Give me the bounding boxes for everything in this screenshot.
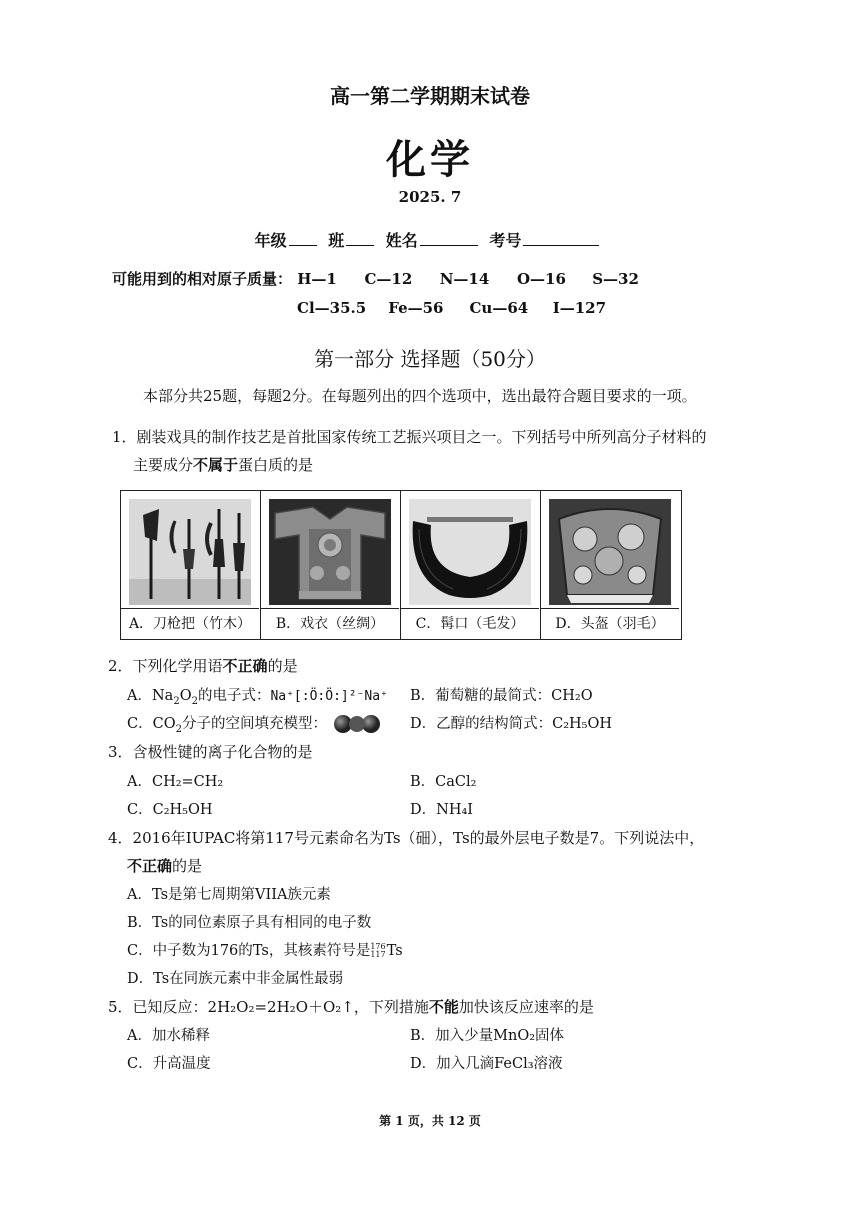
mass-n: N—14: [439, 270, 490, 288]
q2-a-sub: 2: [173, 695, 180, 707]
q5-option-d[interactable]: D．加入几滴FeCl₃溶液: [410, 1056, 563, 1072]
q2-stem-text: 2．下列化学用语: [108, 657, 223, 675]
exam-date: 2025. 7: [398, 188, 462, 206]
atomic-mass-line-1: [112, 268, 639, 289]
mass-c: C—12: [364, 270, 413, 288]
q3-option-c[interactable]: C．C₂H₅OH: [127, 802, 213, 818]
q2-emphasis: 不正确: [222, 657, 268, 675]
id-blank[interactable]: [523, 231, 599, 246]
q1-image-table: [120, 490, 682, 640]
q3-stem: 3．含极性键的离子化合物的是: [108, 743, 313, 761]
class-blank[interactable]: [346, 231, 374, 246]
grade-label: 年级: [254, 231, 287, 250]
q5-option-a[interactable]: A．加水稀释: [127, 1028, 210, 1044]
q4-c-text: C．中子数为176的Ts，其核素符号是: [127, 943, 371, 959]
mass-cl: Cl—35.5: [297, 299, 367, 317]
q5-stem-text: 5．已知反应：2H₂O₂=2H₂O＋O₂↑，下列措施: [108, 998, 429, 1016]
q2-c-text: C．CO: [127, 716, 176, 732]
q2-option-d[interactable]: D．乙醇的结构简式：C₂H₅OH: [410, 716, 613, 732]
id-label: 考号: [489, 231, 522, 250]
nuclide-symbol: Ts: [386, 943, 403, 959]
grade-blank[interactable]: [289, 231, 317, 246]
q3-option-b[interactable]: B．CaCl₂: [410, 774, 477, 790]
electron-formula: Na⁺[:Ö:Ö:]²⁻Na⁺: [270, 689, 388, 704]
q5-option-b[interactable]: B．加入少量MnO₂固体: [410, 1028, 565, 1044]
q2-a-text: A．Na: [127, 688, 174, 704]
q1-stem-line1: 1．剧装戏具的制作技艺是首批国家传统工艺振兴项目之一。下列括号中所列高分子材料的: [112, 428, 707, 446]
q4-option-a[interactable]: A．Ts是第七周期第VIIA族元素: [127, 887, 331, 903]
q4-stem-line2: [127, 855, 202, 876]
exam-title: 高一第二学期期末试卷: [330, 84, 530, 108]
q1-option-d-cell[interactable]: [541, 491, 681, 639]
q4-option-d[interactable]: D．Ts在同族元素中非金属性最弱: [127, 971, 344, 987]
q4-stem-line1: 4．2016年IUPAC将第117号元素命名为Ts（鿬），Ts的最外层电子数是7。下列说法中，: [108, 829, 705, 847]
q1-option-a: A．刀枪把（竹木）: [121, 608, 259, 639]
q1-stem-text: 主要成分: [133, 456, 194, 474]
q4-emphasis: 不正确: [127, 857, 173, 875]
q5-stem: [108, 996, 594, 1017]
atomic-mass-line-2: [297, 299, 606, 317]
q5-stem-tail: 加快该反应速率的是: [458, 998, 594, 1016]
q2-option-a[interactable]: [127, 684, 388, 707]
q2-option-b[interactable]: B．葡萄糖的最简式：CH₂O: [410, 688, 593, 704]
weapon-props-image: [129, 499, 251, 605]
helmet-image: [549, 499, 671, 605]
q1-option-b-cell[interactable]: [261, 491, 401, 639]
q2-c-sub: 2: [175, 723, 182, 735]
section-instructions: 本部分共25题，每题2分。在每题列出的四个选项中，选出最符合题目要求的一项。: [143, 387, 697, 405]
atomic-mass-label: 可能用到的相对原子质量：: [112, 270, 293, 288]
q3-option-d[interactable]: D．NH₄I: [410, 802, 473, 818]
mass-fe: Fe—56: [388, 299, 444, 317]
mass-number: 176: [370, 942, 386, 951]
nuclide-numbers: [370, 943, 385, 959]
name-label: 姓名: [385, 231, 418, 250]
mass-o: O—16: [516, 270, 566, 288]
q5-option-c[interactable]: C．升高温度: [127, 1056, 211, 1072]
q2-a-sub2: 2: [191, 695, 198, 707]
q2-a-text-mid: O: [179, 688, 192, 704]
atomic-number: 117: [370, 950, 386, 959]
q2-stem-tail: 的是: [267, 657, 298, 675]
q1-option-c: C．髯口（毛发）: [401, 608, 539, 639]
q4-option-b[interactable]: B．Ts的同位素原子具有相同的电子数: [127, 915, 372, 931]
mass-h: H—1: [297, 270, 337, 288]
section-title: 第一部分 选择题（50分）: [314, 347, 546, 371]
mass-s: S—32: [592, 270, 639, 288]
class-label: 班: [328, 231, 345, 250]
q1-stem-tail: 蛋白质的是: [238, 456, 314, 474]
q1-emphasis: 不属于: [193, 456, 239, 474]
page-number: 第 1 页，共 12 页: [379, 1114, 481, 1128]
q1-stem-line2: [133, 454, 313, 475]
student-info-line: [0, 228, 860, 251]
q4-option-c[interactable]: [127, 939, 403, 960]
q1-option-d: D．头盔（羽毛）: [541, 608, 679, 639]
subject-title: 化学: [386, 136, 474, 183]
co2-space-filling-model-icon: [332, 714, 382, 734]
q1-option-b: B．戏衣（丝绸）: [261, 608, 399, 639]
q1-option-a-cell[interactable]: [121, 491, 261, 639]
name-blank[interactable]: [420, 231, 478, 246]
q2-c-text-post: 分子的空间填充模型：: [181, 716, 327, 732]
opera-robe-image: [269, 499, 391, 605]
q2-a-text-post: 的电子式：: [197, 688, 271, 704]
q1-option-c-cell[interactable]: [401, 491, 541, 639]
mass-i: I—127: [552, 299, 607, 317]
beard-image: [409, 499, 531, 605]
q4-stem-tail: 的是: [172, 857, 203, 875]
q3-option-a[interactable]: A．CH₂=CH₂: [127, 774, 224, 790]
q2-option-c[interactable]: [127, 712, 382, 735]
mass-cu: Cu—64: [469, 299, 529, 317]
q2-stem: [108, 655, 298, 676]
q5-emphasis: 不能: [428, 998, 459, 1016]
